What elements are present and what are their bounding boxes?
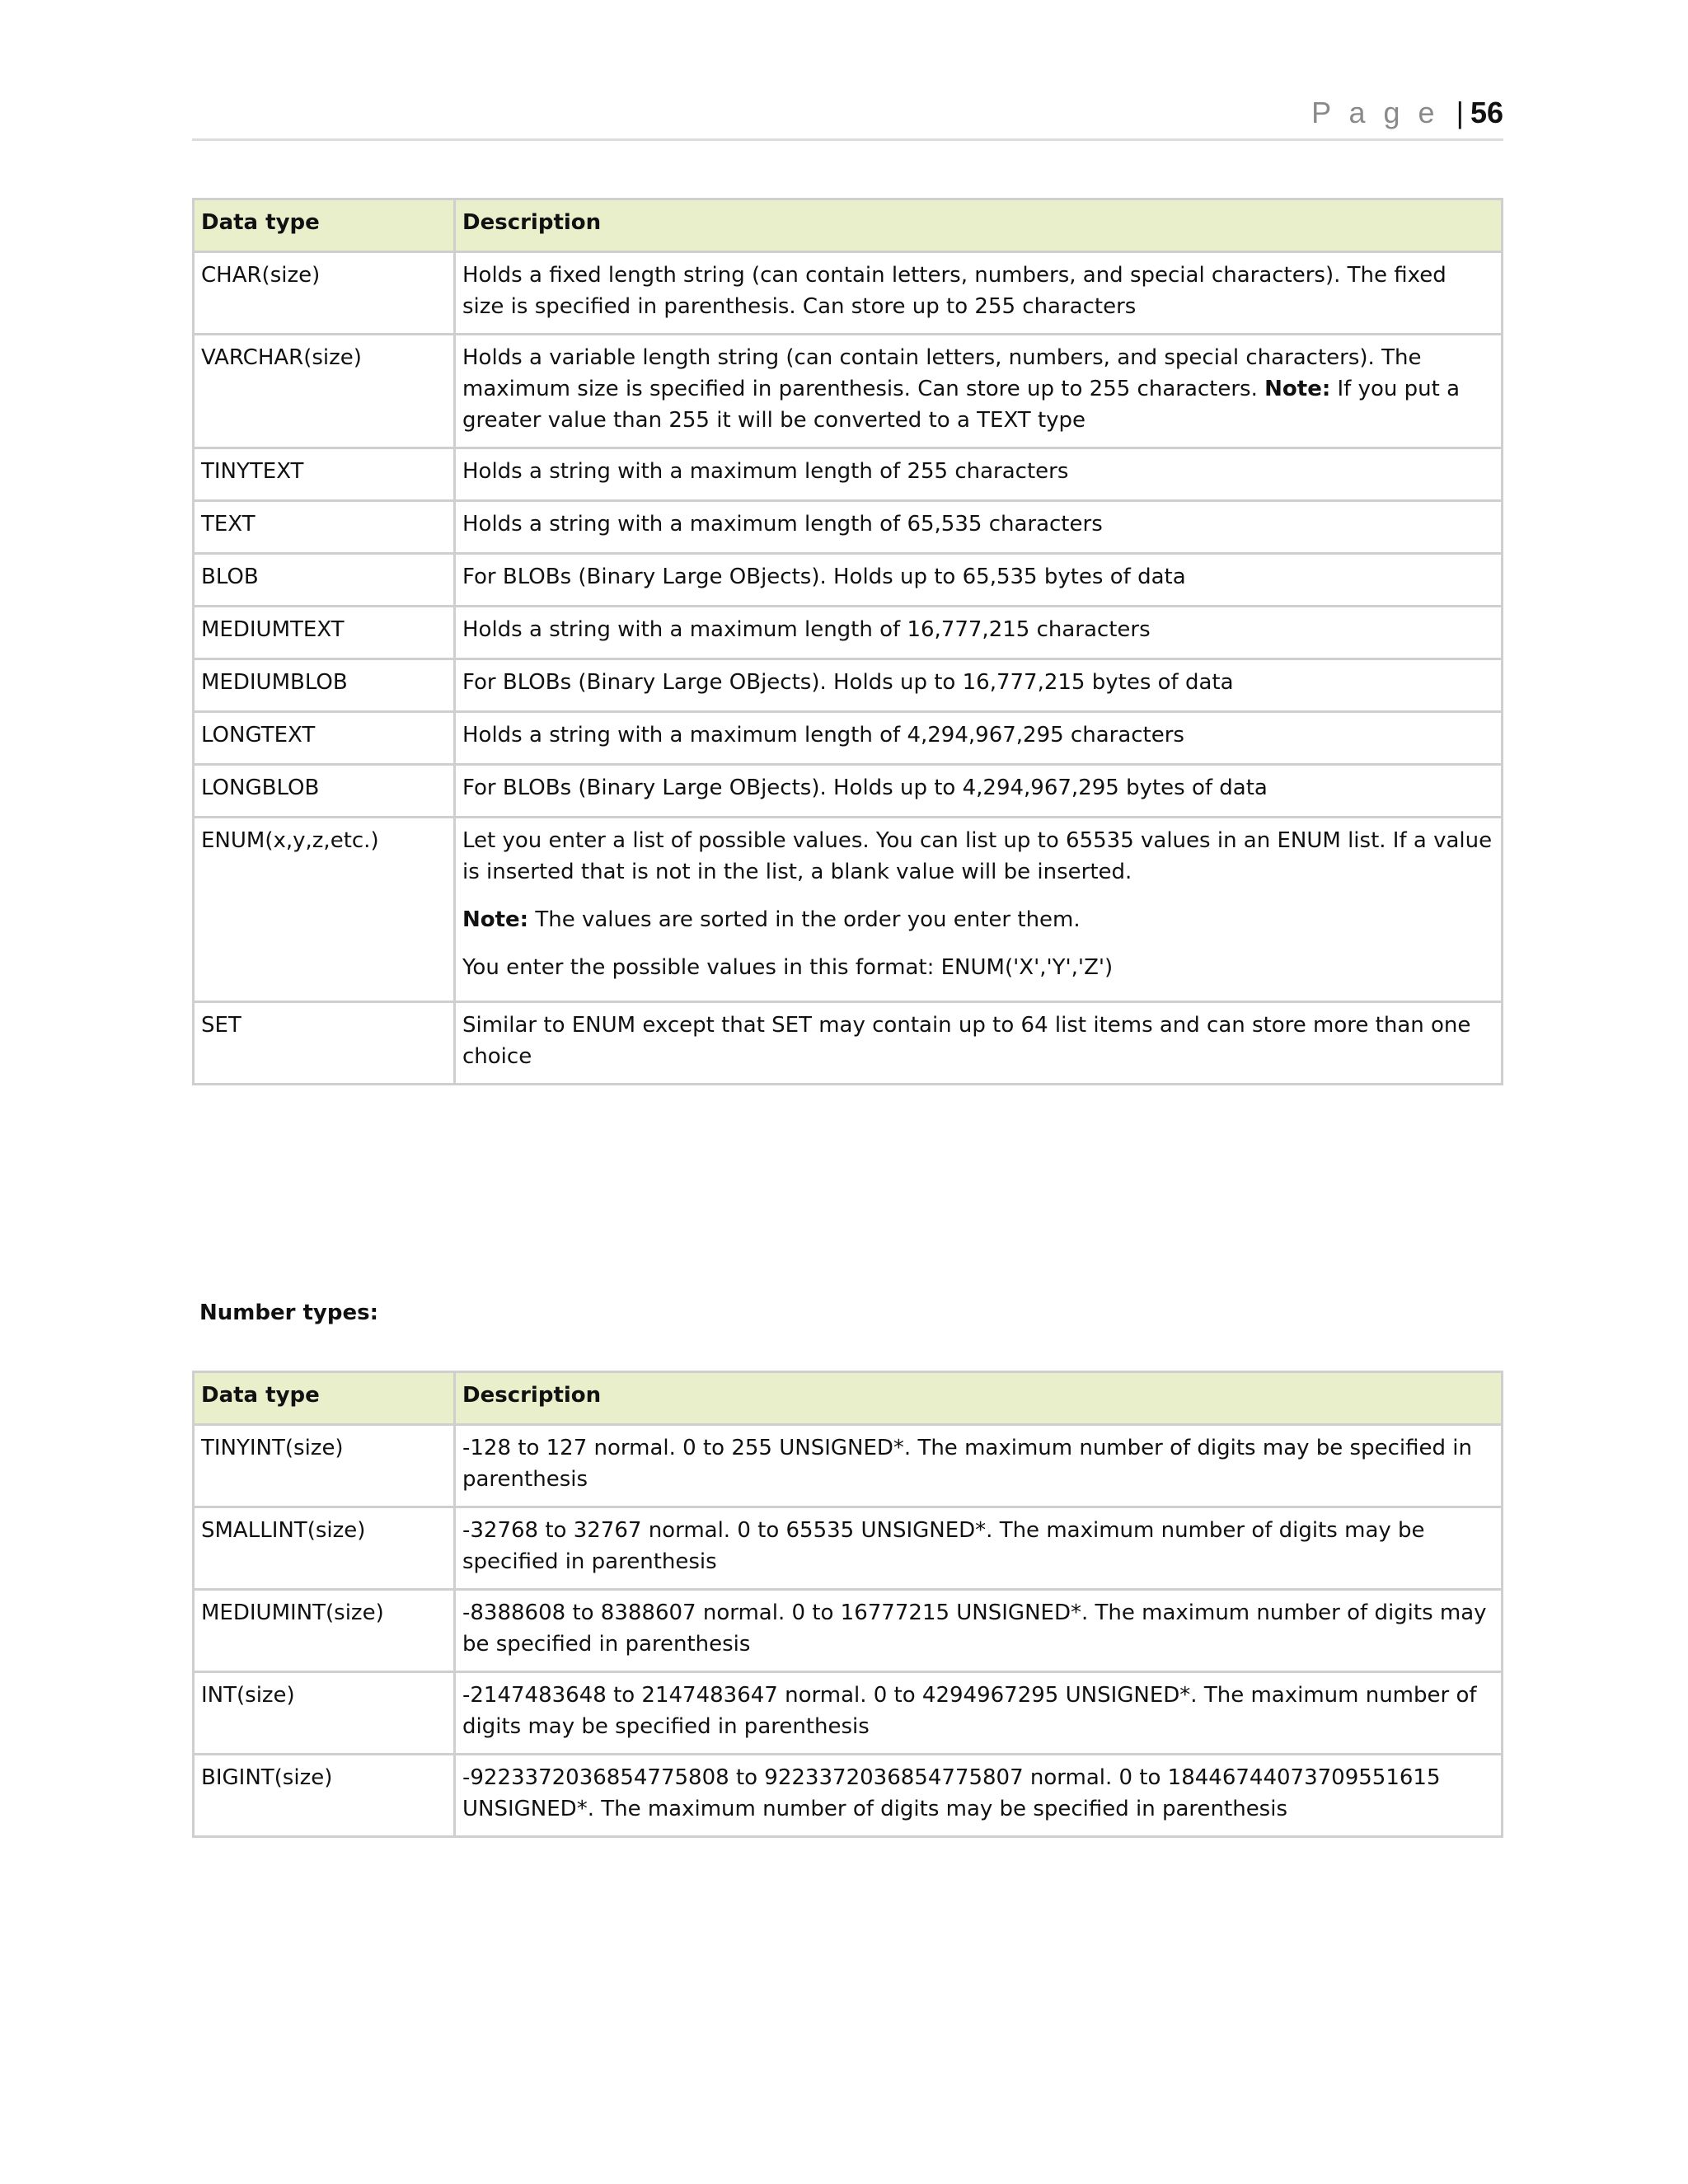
table-header-row xyxy=(194,199,1503,252)
description-cell: Holds a string with a maximum length of 255 characters xyxy=(455,448,1503,501)
description-cell: Holds a string with a maximum length of 4,294,967,295 characters xyxy=(455,712,1503,765)
table-row xyxy=(194,818,1503,1002)
description-cell: For BLOBs (Binary Large OBjects). Holds up to 16,777,215 bytes of data xyxy=(455,659,1503,712)
datatype-cell: SMALLINT(size) xyxy=(194,1507,455,1590)
description-cell: -9223372036854775808 to 9223372036854775807 normal. 0 to 18446744073709551615 UNSIGNED*. The maximum number of digits may be specified in parenthesis xyxy=(455,1755,1503,1837)
table-row xyxy=(194,335,1503,448)
note-label: Note: xyxy=(462,907,529,932)
datatype-cell: BLOB xyxy=(194,554,455,607)
datatype-cell: VARCHAR(size) xyxy=(194,335,455,448)
description-cell xyxy=(455,335,1503,448)
datatype-cell: SET xyxy=(194,1002,455,1085)
description-cell: For BLOBs (Binary Large OBjects). Holds up to 4,294,967,295 bytes of data xyxy=(455,765,1503,818)
datatype-cell: TINYINT(size) xyxy=(194,1425,455,1507)
string-types-table xyxy=(192,198,1503,1085)
column-header-datatype: Data type xyxy=(194,1372,455,1425)
datatype-cell: CHAR(size) xyxy=(194,252,455,335)
table-row xyxy=(194,1755,1503,1837)
column-header-description: Description xyxy=(455,199,1503,252)
table-row xyxy=(194,501,1503,554)
table-header-row xyxy=(194,1372,1503,1425)
description-cell: Holds a string with a maximum length of 65,535 characters xyxy=(455,501,1503,554)
description-text: The values are sorted in the order you enter them. xyxy=(528,907,1081,932)
note-label: Note: xyxy=(1264,377,1331,401)
page-number-value: 56 xyxy=(1470,96,1503,129)
datatype-cell: MEDIUMTEXT xyxy=(194,607,455,659)
column-header-datatype: Data type xyxy=(194,199,455,252)
datatype-cell: MEDIUMBLOB xyxy=(194,659,455,712)
section-heading: Number types: xyxy=(199,1301,378,1325)
datatype-cell: TINYTEXT xyxy=(194,448,455,501)
page-word: P a g e xyxy=(1311,96,1440,129)
table-row xyxy=(194,1425,1503,1507)
description-cell: -32768 to 32767 normal. 0 to 65535 UNSIGNED*. The maximum number of digits may be specified in parenthesis xyxy=(455,1507,1503,1590)
description-cell: Similar to ENUM except that SET may contain up to 64 list items and can store more than one choice xyxy=(455,1002,1503,1085)
table-row xyxy=(194,1672,1503,1755)
table-row xyxy=(194,1002,1503,1085)
table-row xyxy=(194,252,1503,335)
note-paragraph xyxy=(462,904,1494,935)
description-paragraph: You enter the possible values in this format: ENUM('X','Y','Z') xyxy=(462,955,1114,980)
table-row xyxy=(194,1590,1503,1672)
number-types-table xyxy=(192,1371,1503,1838)
datatype-cell: INT(size) xyxy=(194,1672,455,1755)
description-cell: -8388608 to 8388607 normal. 0 to 16777215 UNSIGNED*. The maximum number of digits may be specified in parenthesis xyxy=(455,1590,1503,1672)
description-cell: -128 to 127 normal. 0 to 255 UNSIGNED*. The maximum number of digits may be specified in parenthesis xyxy=(455,1425,1503,1507)
table-row xyxy=(194,765,1503,818)
description-cell: Holds a fixed length string (can contain letters, numbers, and special characters). The fixed size is specified in parenthesis. Can store up to 255 characters xyxy=(455,252,1503,335)
description-paragraph: Let you enter a list of possible values. You can list up to 65535 values in an ENUM list. If a value is inserted that is not in the list, a blank value will be inserted. xyxy=(462,828,1493,884)
column-header-description: Description xyxy=(455,1372,1503,1425)
description-text: Holds a variable length string (can contain letters, numbers, and special characters). The maximum size is specified in parenthesis. Can store up to 255 characters. xyxy=(462,345,1422,401)
table-row xyxy=(194,607,1503,659)
description-cell xyxy=(455,818,1503,1002)
description-cell: For BLOBs (Binary Large OBjects). Holds up to 65,535 bytes of data xyxy=(455,554,1503,607)
table-row xyxy=(194,448,1503,501)
datatype-cell: LONGBLOB xyxy=(194,765,455,818)
datatype-cell: ENUM(x,y,z,etc.) xyxy=(194,818,455,1002)
description-cell: Holds a string with a maximum length of 16,777,215 characters xyxy=(455,607,1503,659)
description-cell: -2147483648 to 2147483647 normal. 0 to 4294967295 UNSIGNED*. The maximum number of digits may be specified in parenthesis xyxy=(455,1672,1503,1755)
page-header xyxy=(192,92,1503,141)
datatype-cell: LONGTEXT xyxy=(194,712,455,765)
datatype-cell: TEXT xyxy=(194,501,455,554)
page-number xyxy=(1311,96,1503,130)
datatype-cell: MEDIUMINT(size) xyxy=(194,1590,455,1672)
page-separator: | xyxy=(1456,96,1464,129)
datatype-cell: BIGINT(size) xyxy=(194,1755,455,1837)
table-row xyxy=(194,712,1503,765)
table-row xyxy=(194,1507,1503,1590)
table-row xyxy=(194,659,1503,712)
table-row xyxy=(194,554,1503,607)
description-text: If you put a greater value than 255 it will be converted to a TEXT type xyxy=(462,377,1460,433)
